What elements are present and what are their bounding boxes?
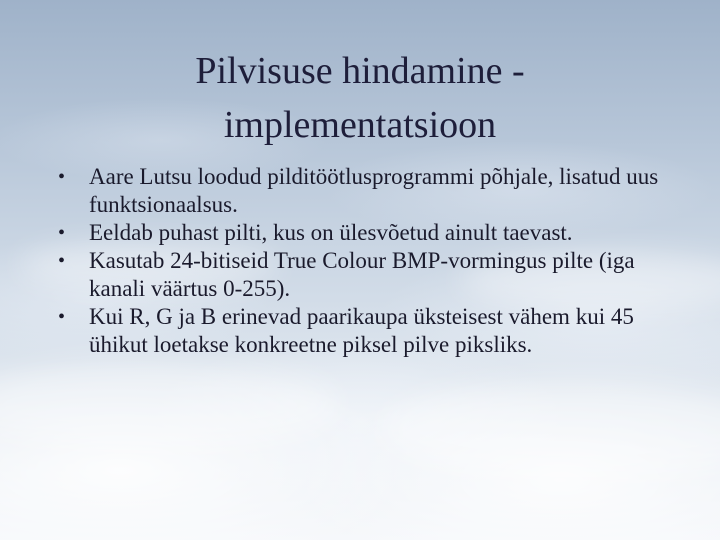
bullet-icon: • <box>58 306 66 328</box>
bullet-item <box>57 219 667 247</box>
bullet-text: Kasutab 24-bitiseid True Colour BMP-vormingus pilte (iga kanali väärtus 0-255). <box>89 248 635 301</box>
bullet-text: Aare Lutsu loodud pilditöötlusprogrammi põhjale, lisatud uus funktsionaalsus. <box>89 164 659 217</box>
cloud-streak <box>0 360 340 450</box>
bullet-icon: • <box>58 166 66 188</box>
bullet-list <box>57 163 667 359</box>
bullet-text: Eeldab puhast pilti, kus on ülesvõetud ainult taevast. <box>89 220 573 245</box>
bullet-item <box>57 163 667 219</box>
slide-title-line-2: implementatsioon <box>223 104 497 146</box>
bullet-icon: • <box>58 222 66 244</box>
bullet-icon: • <box>58 250 66 272</box>
bullet-item <box>57 247 667 303</box>
cloud-streak <box>380 380 720 480</box>
bullet-text: Kui R, G ja B erinevad paarikaupa üksteisest vähem kui 45 ühikut loetakse konkreetne piksel pilve piksliks. <box>89 304 634 357</box>
slide-title <box>60 44 660 152</box>
slide-title-line-1: Pilvisuse hindamine - <box>195 50 525 92</box>
bullet-item <box>57 303 667 359</box>
